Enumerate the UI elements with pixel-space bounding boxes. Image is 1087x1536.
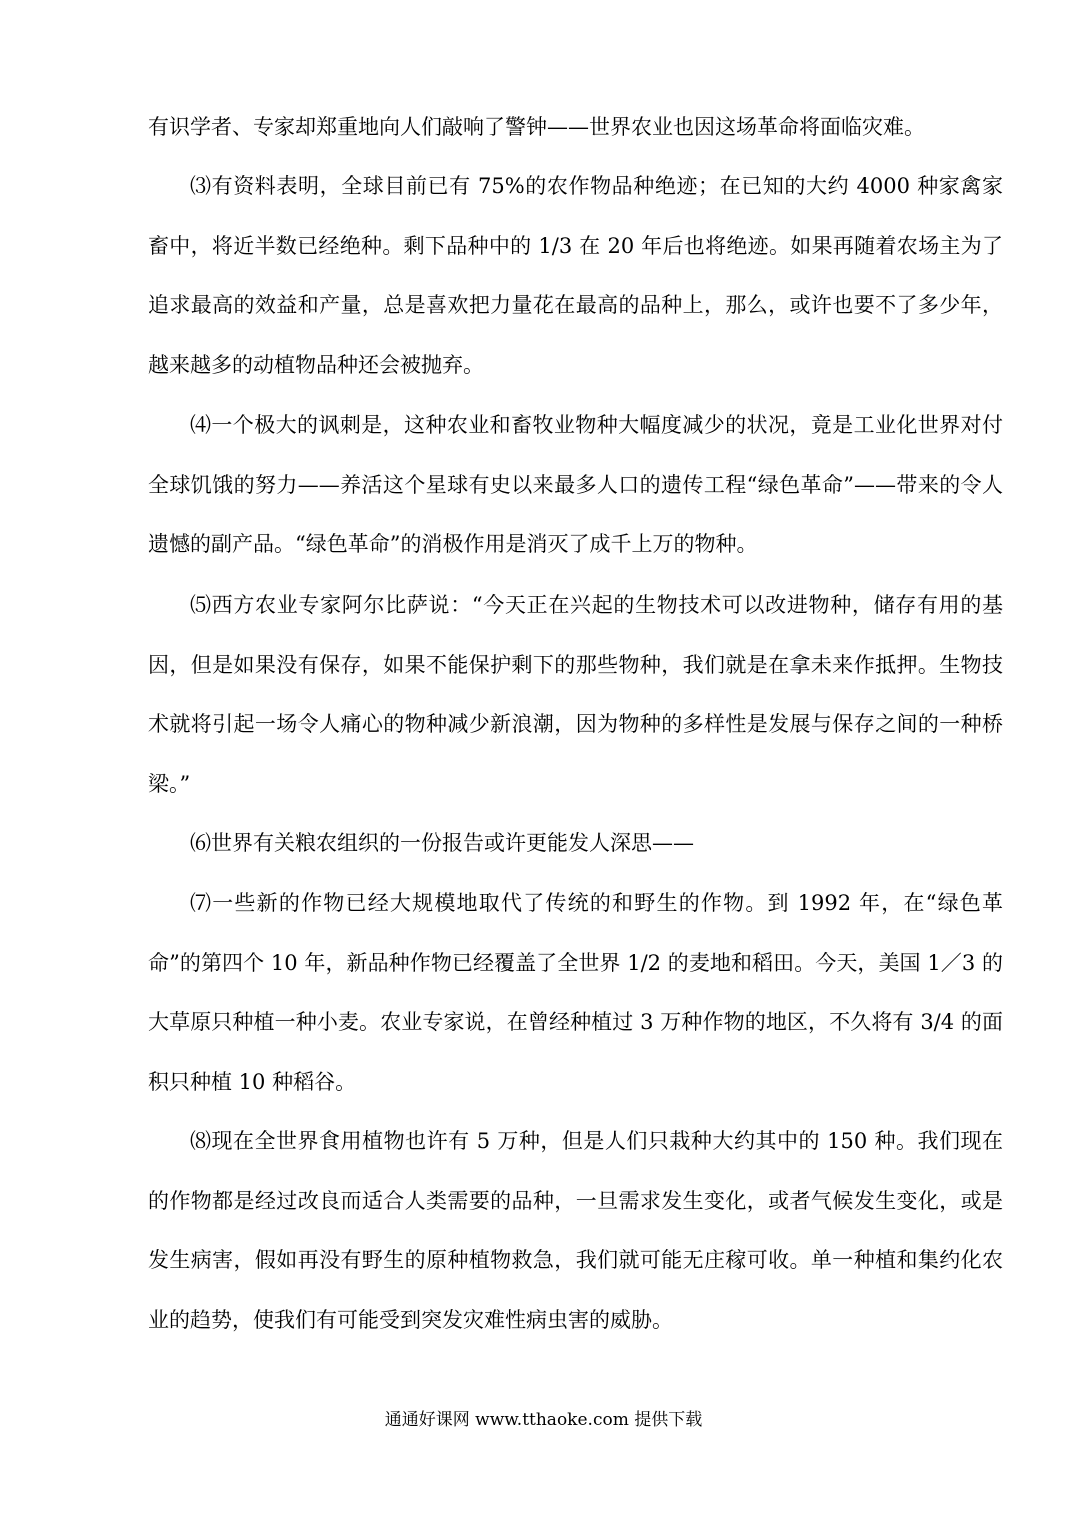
paragraph-continuation: 有识学者、专家却郑重地向人们敲响了警钟——世界农业也因这场革命将面临灾难。 bbox=[148, 115, 925, 139]
paragraph-8: ⑻现在全世界食用植物也许有 5 万种，但是人们只栽种大约其中的 150 种。我们现在的作物都是经过改良而适合人类需要的品种，一旦需求发生变化，或者气候发生变化，或是发生病害，假如再没有野生的原种植物救急，我们就可能无庄稼可收。单一种植和集约化农业的趋势，使我们有可能受到突发灾难性病虫害的威胁。 bbox=[148, 1129, 1003, 1332]
paragraph-7: ⑺一些新的作物已经大规模地取代了传统的和野生的作物。到 1992 年，在“绿色革命”的第四个 10 年，新品种作物已经覆盖了全世界 1/2 的麦地和稻田。今天，美国 1／3 的大草原只种植一种小麦。农业专家说，在曾经种植过 3 万种作物的地区，不久将有 3/4 的面积只种植 10 种稻谷。 bbox=[148, 891, 1003, 1094]
paragraph-3: ⑶有资料表明，全球目前已有 75%的农作物品种绝迹；在已知的大约 4000 种家禽家畜中，将近半数已经绝种。剩下品种中的 1/3 在 20 年后也将绝迹。如果再随着农场主为了追求最高的效益和产量，总是喜欢把力量花在最高的品种上，那么，或许也要不了多少年，越来越多的动植物品种还会被抛弃。 bbox=[148, 174, 1003, 377]
paragraph-5: ⑸西方农业专家阿尔比萨说：“今天正在兴起的生物技术可以改进物种，储存有用的基因，但是如果没有保存，如果不能保护剩下的那些物种，我们就是在拿未来作抵押。生物技术就将引起一场令人痛心的物种减少新浪潮，因为物种的多样性是发展与保存之间的一种桥梁。” bbox=[148, 593, 1003, 796]
paragraph-4: ⑷一个极大的讽刺是，这种农业和畜牧业物种大幅度减少的状况，竟是工业化世界对付全球饥饿的努力——养活这个星球有史以来最多人口的遗传工程“绿色革命”——带来的令人遗憾的副产品。“绿色革命”的消极作用是消灭了成千上万的物种。 bbox=[148, 413, 1003, 556]
paragraph-6: ⑹世界有关粮农组织的一份报告或许更能发人深思—— bbox=[190, 831, 694, 855]
page-footer: 通通好课网 www.tthaoke.com 提供下载 bbox=[384, 1410, 703, 1430]
